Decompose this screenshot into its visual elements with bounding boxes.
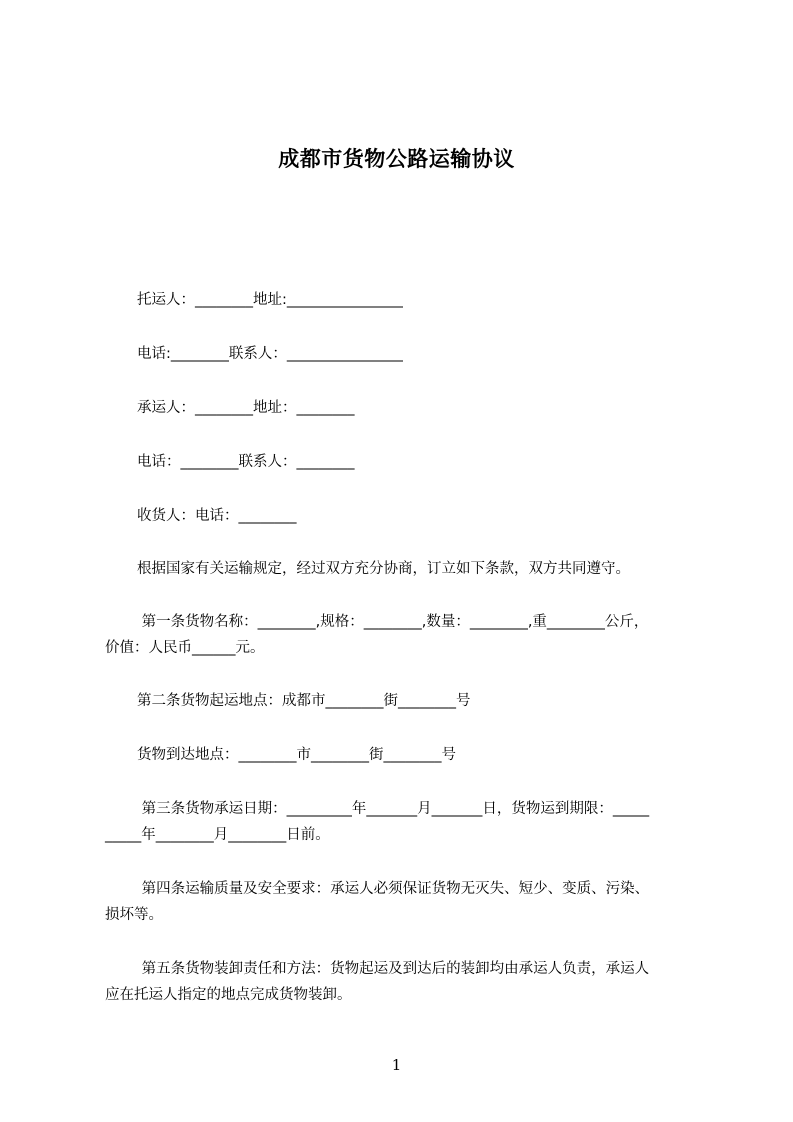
shipper-line: 托运人：________地址:________________	[137, 292, 403, 308]
article-4-line-1: 第四条运输质量及安全要求：承运人必须保证货物无灭失、短少、变质、污染、	[137, 881, 650, 897]
arrival-place-line: 货物到达地点：________市________街________号	[137, 747, 456, 763]
preamble-paragraph: 根据国家有关运输规定，经过双方充分协商，订立如下条款，双方共同遵守。	[137, 561, 630, 577]
carrier-phone-line: 电话：________联系人：________	[137, 454, 355, 470]
article-5-line-2: 应在托运人指定的地点完成货物装卸。	[105, 987, 352, 1003]
article-5-line-1: 第五条货物装卸责任和方法：货物起运及到达后的装卸均由承运人负责，承运人	[137, 961, 650, 977]
article-3-line-2: _____年________月________日前。	[105, 827, 330, 843]
article-1-line-1: 第一条货物名称：________,规格：________,数量：________,重________公斤，	[137, 614, 649, 630]
carrier-line: 承运人：________地址：________	[137, 400, 355, 416]
article-1-line-2: 价值：人民币______元。	[105, 640, 265, 656]
article-2-line: 第二条货物起运地点：成都市________街________号	[137, 693, 471, 709]
consignee-line: 收货人：电话：________	[137, 508, 297, 524]
document-title: 成都市货物公路运输协议	[278, 147, 515, 171]
shipper-phone-line: 电话:________联系人：________________	[137, 346, 403, 362]
article-4-line-2: 损坏等。	[105, 907, 163, 923]
page-number: 1	[391, 1056, 402, 1074]
article-3-line-1: 第三条货物承运日期：_________年_______月_______日，货物运到期限：_____	[137, 801, 650, 817]
